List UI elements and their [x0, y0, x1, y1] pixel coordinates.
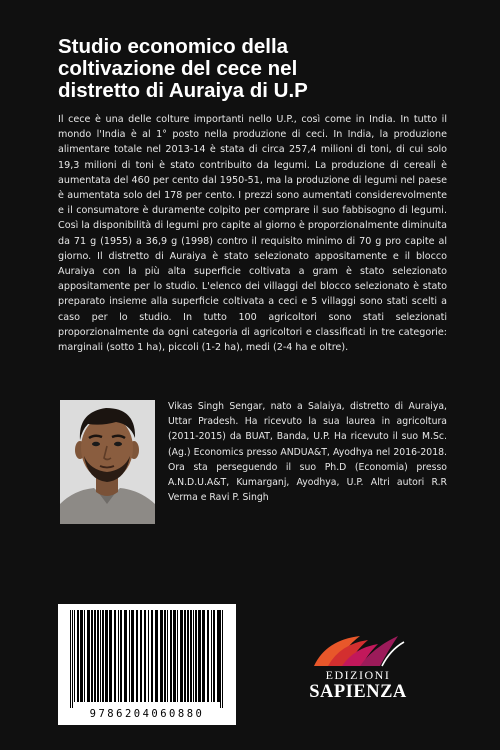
book-title [58, 36, 458, 102]
author-portrait-icon [60, 400, 155, 524]
author-photo [60, 400, 155, 524]
title-line-3: distretto di Auraiya di U.P [58, 79, 308, 102]
isbn-barcode [58, 604, 236, 725]
book-blurb: Il cece è una delle colture importanti nello U.P., così come in India. In tutto il mondo l'India è al 1° posto nella produzione di ceci. In India, la produzione alimentare totale nel 2013-14 è stata di circa 257,4 milioni di toni, di cui solo 19,3 milioni di toni è stato contribuito da legumi. La produzione di cereali è aumentata del 460 per cento dal 1950-51, ma la produzione di legumi nel paese è aumentata solo del 178 per cento. I prezzi sono aumentati considerevolmente e il consumatore è duramente colpito per comprare il suo fabbisogno di legumi. Così la disponibilità di legumi pro capite al giorno è proporzionalmente diminuita da 71 g (1955) a 36,9 g (1998) contro il requisito minimo di 70 g pro capite al giorno. Il distretto di Auraiya è stato selezionato appositamente e il blocco Auraiya con la più alta superficie coltivata a gram è stato selezionato appositamente per lo studio. L'elenco dei villaggi del blocco selezionato è stato preparato insieme alla superficie coltivata a ceci e 5 villaggi sono stati scelti a caso per lo studio. In tutto 100 agricoltori sono stati selezionati proporzionalmente da ogni categoria di agricoltori e classificati in tre categorie: marginali (sotto 1 ha), piccoli (1-2 ha), medi (2-4 ha e oltre). [58, 114, 447, 354]
barcode-bars [58, 604, 236, 708]
publisher-name: SAPIENZA [309, 682, 407, 702]
publisher-sub: EDIZIONI [325, 668, 391, 682]
author-bio: Vikas Singh Sengar, nato a Salaiya, distretto di Auraiya, Uttar Pradesh. Ha ricevuto la sua laurea in agricoltura (2011-2015) da BUAT, Banda, U.P. Ha ricevuto il suo M.Sc. (Ag.) Economics presso ANDUA&T, Ayodhya nel 2016-2018. Ora sta perseguendo il suo Ph.D (Economia) presso A.N.D.U.A&T, Kumarganj, Ayodhya, U.P. Altri autori R.R Verma e Ravi P. Singh [168, 401, 447, 504]
isbn-number: 9786204060880 [89, 708, 205, 720]
title-line-2: coltivazione del cece nel [58, 57, 298, 80]
title-line-1: Studio economico della [58, 35, 289, 58]
publisher-logo [296, 630, 420, 708]
quill-feather-icon [306, 630, 410, 670]
